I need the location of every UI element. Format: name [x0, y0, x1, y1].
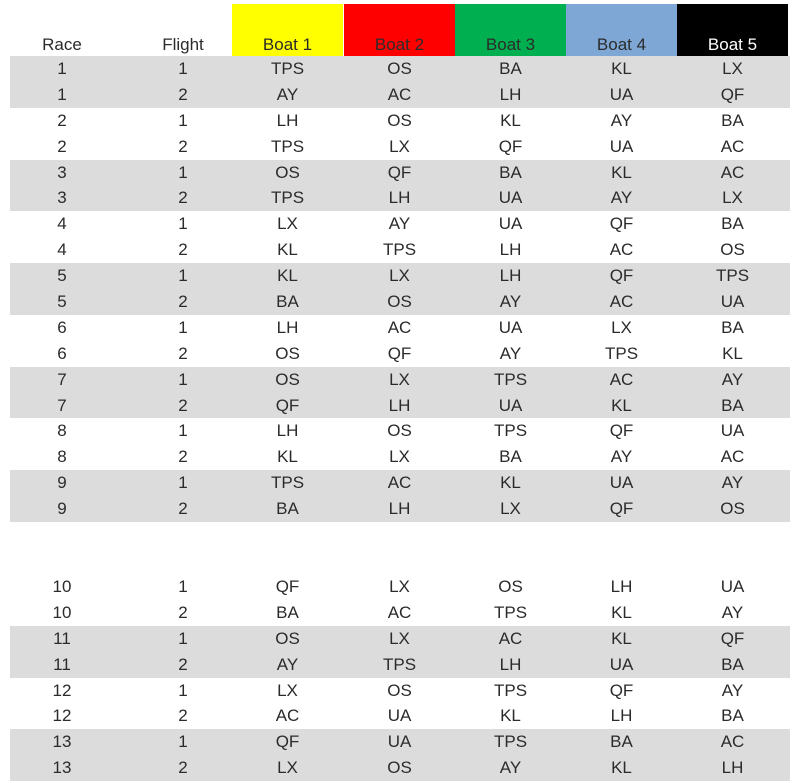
boat-3-team-cell: BA	[499, 447, 522, 467]
boat-2-team-cell: AY	[388, 214, 411, 234]
boat-4-team-cell: KL	[611, 758, 632, 778]
boat-1-team-cell: LH	[276, 317, 299, 337]
race-number-cell: 12	[52, 680, 72, 700]
boat-2-team-cell: UA	[387, 732, 412, 752]
table-row	[10, 418, 790, 444]
boat-1-team-cell: KL	[277, 240, 298, 260]
flight-number-cell: 2	[178, 654, 188, 674]
table-row	[10, 600, 790, 626]
boat-3-team-cell: LH	[499, 266, 522, 286]
boat-5-team-cell: AC	[720, 162, 745, 182]
header-race: Race	[42, 35, 82, 54]
boat-3-team-cell: BA	[499, 58, 522, 78]
boat-5-team-cell: BA	[721, 654, 744, 674]
table-row	[10, 444, 790, 470]
boat-2-team-cell: QF	[387, 343, 412, 363]
boat-3-team-cell: LH	[499, 240, 522, 260]
table-row	[10, 134, 790, 160]
boat-5-team-cell: UA	[720, 291, 745, 311]
boat-2-team-cell: LH	[388, 395, 411, 415]
boat-4-team-cell: LH	[610, 576, 633, 596]
table-row	[10, 574, 790, 600]
race-number-cell: 8	[57, 421, 67, 441]
boat-2-team-cell: QF	[387, 162, 412, 182]
race-number-cell: 1	[57, 58, 67, 78]
flight-number-cell: 1	[178, 214, 188, 234]
boat-5-team-cell: BA	[721, 110, 744, 130]
boat-5-team-cell: LH	[721, 758, 744, 778]
boat-3-team-cell: LH	[499, 84, 522, 104]
boat-3-team-cell: UA	[498, 395, 523, 415]
flight-number-cell: 2	[178, 291, 188, 311]
boat-5-team-cell: TPS	[715, 266, 750, 286]
table-body	[10, 56, 790, 781]
boat-1-team-cell: LX	[277, 214, 298, 234]
boat-3-team-cell: KL	[500, 110, 521, 130]
flight-number-cell: 1	[178, 421, 188, 441]
boat-2-team-cell: LX	[389, 369, 410, 389]
boat-1-team-cell: OS	[275, 343, 300, 363]
boat-4-team-cell: KL	[611, 58, 632, 78]
boat-4-team-cell: QF	[609, 214, 634, 234]
boat-1-team-cell: LH	[276, 110, 299, 130]
race-number-cell: 2	[57, 110, 67, 130]
boat-1-team-cell: TPS	[270, 58, 305, 78]
boat-5-team-cell: AY	[721, 473, 744, 493]
boat-4-team-cell: QF	[609, 421, 634, 441]
table-row	[10, 393, 790, 419]
flight-number-cell: 1	[178, 369, 188, 389]
boat-3-team-cell: TPS	[493, 421, 528, 441]
boat-1-team-cell: OS	[275, 628, 300, 648]
boat-5-team-cell: AY	[721, 680, 744, 700]
boat-4-team-cell: KL	[611, 602, 632, 622]
header-boat-4: Boat 4	[566, 4, 677, 56]
boat-1-team-cell: LH	[276, 421, 299, 441]
boat-3-team-cell: TPS	[493, 602, 528, 622]
table-row	[10, 315, 790, 341]
table-row	[10, 185, 790, 211]
boat-4-team-cell: KL	[611, 395, 632, 415]
boat-1-team-cell: TPS	[270, 136, 305, 156]
boat-3-team-cell: LX	[500, 499, 521, 519]
flight-number-cell: 2	[178, 706, 188, 726]
boat-2-team-cell: OS	[387, 58, 412, 78]
boat-2-team-cell: OS	[387, 680, 412, 700]
boat-2-team-cell: AC	[387, 317, 412, 337]
table-row	[10, 678, 790, 704]
boat-1-team-cell: LX	[277, 680, 298, 700]
table-row	[10, 729, 790, 755]
boat-1-team-cell: AY	[276, 654, 299, 674]
boat-4-team-cell: AY	[610, 110, 633, 130]
boat-2-team-cell: UA	[387, 706, 412, 726]
boat-2-team-cell: AC	[387, 602, 412, 622]
boat-5-team-cell: AY	[721, 369, 744, 389]
boat-5-team-cell: QF	[720, 84, 745, 104]
boat-2-team-cell: AC	[387, 84, 412, 104]
boat-5-team-cell: AC	[720, 447, 745, 467]
boat-3-team-cell: QF	[498, 136, 523, 156]
race-number-cell: 6	[57, 343, 67, 363]
boat-2-team-cell: AC	[387, 473, 412, 493]
boat-2-team-cell: LH	[388, 188, 411, 208]
race-number-cell: 1	[57, 84, 67, 104]
boat-2-team-cell: LX	[389, 576, 410, 596]
boat-4-team-cell: AC	[609, 369, 634, 389]
flight-number-cell: 1	[178, 473, 188, 493]
race-number-cell: 12	[52, 706, 72, 726]
boat-5-team-cell: UA	[720, 576, 745, 596]
boat-2-team-cell: TPS	[382, 654, 417, 674]
table-row	[10, 211, 790, 237]
boat-3-team-cell: BA	[499, 162, 522, 182]
table-row	[10, 82, 790, 108]
boat-4-team-cell: AY	[610, 447, 633, 467]
boat-1-team-cell: QF	[275, 732, 300, 752]
boat-4-team-cell: KL	[611, 162, 632, 182]
boat-5-team-cell: AC	[720, 732, 745, 752]
header-boat-2: Boat 2	[344, 4, 455, 56]
race-number-cell: 8	[57, 447, 67, 467]
flight-number-cell: 2	[178, 395, 188, 415]
boat-4-team-cell: UA	[609, 654, 634, 674]
boat-5-team-cell: UA	[720, 421, 745, 441]
table-row	[10, 263, 790, 289]
boat-4-team-cell: TPS	[604, 343, 639, 363]
table-row	[10, 755, 790, 781]
flight-number-cell: 2	[178, 602, 188, 622]
race-number-cell: 11	[53, 628, 71, 648]
race-number-cell: 13	[52, 732, 72, 752]
boat-3-team-cell: TPS	[493, 369, 528, 389]
boat-1-team-cell: BA	[276, 602, 299, 622]
boat-3-team-cell: TPS	[493, 732, 528, 752]
flight-number-cell: 2	[178, 240, 188, 260]
boat-2-team-cell: LH	[388, 499, 411, 519]
flight-number-cell: 2	[178, 758, 188, 778]
flight-number-cell: 1	[178, 266, 188, 286]
race-number-cell: 4	[57, 214, 67, 234]
flight-number-cell: 2	[178, 188, 188, 208]
boat-2-team-cell: LX	[389, 136, 410, 156]
boat-1-team-cell: KL	[277, 266, 298, 286]
table-row	[10, 470, 790, 496]
boat-1-team-cell: TPS	[270, 188, 305, 208]
boat-5-team-cell: OS	[720, 240, 745, 260]
table-row	[10, 56, 790, 82]
flight-number-cell: 1	[178, 576, 188, 596]
boat-1-team-cell: OS	[275, 369, 300, 389]
table-row	[10, 652, 790, 678]
boat-4-team-cell: UA	[609, 136, 634, 156]
boat-5-team-cell: LX	[722, 188, 743, 208]
race-number-cell: 11	[53, 654, 71, 674]
boat-1-team-cell: QF	[275, 395, 300, 415]
boat-1-team-cell: LX	[277, 758, 298, 778]
race-number-cell: 10	[52, 576, 72, 596]
race-number-cell: 5	[57, 291, 67, 311]
boat-4-team-cell: QF	[609, 680, 634, 700]
table-row	[10, 160, 790, 186]
flight-number-cell: 1	[178, 162, 188, 182]
table-row	[10, 108, 790, 134]
boat-2-team-cell: OS	[387, 291, 412, 311]
boat-1-team-cell: QF	[275, 576, 300, 596]
race-number-cell: 9	[57, 499, 67, 519]
boat-1-team-cell: KL	[277, 447, 298, 467]
flight-number-cell: 1	[178, 317, 188, 337]
boat-2-team-cell: LX	[389, 447, 410, 467]
boat-4-team-cell: QF	[609, 499, 634, 519]
race-number-cell: 6	[57, 317, 67, 337]
boat-5-team-cell: LX	[722, 58, 743, 78]
boat-3-team-cell: KL	[500, 473, 521, 493]
flight-number-cell: 2	[178, 499, 188, 519]
table-row	[10, 237, 790, 263]
boat-1-team-cell: BA	[276, 499, 299, 519]
boat-4-team-cell: AC	[609, 240, 634, 260]
boat-4-team-cell: AC	[609, 291, 634, 311]
boat-3-team-cell: AC	[498, 628, 523, 648]
flight-number-cell: 1	[178, 110, 188, 130]
race-number-cell: 5	[57, 266, 67, 286]
boat-3-team-cell: UA	[498, 188, 523, 208]
boat-1-team-cell: OS	[275, 162, 300, 182]
boat-5-team-cell: OS	[720, 499, 745, 519]
flight-number-cell: 1	[178, 628, 188, 648]
race-number-cell: 2	[57, 136, 67, 156]
boat-5-team-cell: AY	[721, 602, 744, 622]
boat-4-team-cell: UA	[609, 84, 634, 104]
boat-4-team-cell: BA	[610, 732, 633, 752]
boat-4-team-cell: KL	[611, 628, 632, 648]
flight-number-cell: 1	[178, 680, 188, 700]
race-number-cell: 4	[57, 240, 67, 260]
boat-5-team-cell: BA	[721, 395, 744, 415]
boat-5-team-cell: KL	[722, 343, 743, 363]
race-number-cell: 7	[57, 395, 67, 415]
flight-number-cell: 2	[178, 447, 188, 467]
header-boat-5: Boat 5	[677, 4, 788, 56]
boat-1-team-cell: BA	[276, 291, 299, 311]
boat-2-team-cell: TPS	[382, 240, 417, 260]
boat-2-team-cell: LX	[389, 628, 410, 648]
header-boat-1: Boat 1	[232, 4, 343, 56]
race-number-cell: 3	[57, 188, 67, 208]
race-number-cell: 9	[57, 473, 67, 493]
table-row	[10, 626, 790, 652]
row-spacer	[10, 522, 790, 574]
table-row	[10, 703, 790, 729]
boat-3-team-cell: OS	[498, 576, 523, 596]
boat-5-team-cell: QF	[720, 628, 745, 648]
race-number-cell: 3	[57, 162, 67, 182]
race-schedule-table	[10, 4, 790, 781]
boat-3-team-cell: AY	[499, 291, 522, 311]
boat-3-team-cell: AY	[499, 343, 522, 363]
boat-3-team-cell: TPS	[493, 680, 528, 700]
header-boat-3: Boat 3	[455, 4, 566, 56]
boat-4-team-cell: UA	[609, 473, 634, 493]
flight-number-cell: 2	[178, 84, 188, 104]
boat-1-team-cell: AC	[275, 706, 300, 726]
flight-number-cell: 2	[178, 343, 188, 363]
boat-3-team-cell: UA	[498, 214, 523, 234]
table-row	[10, 367, 790, 393]
boat-5-team-cell: BA	[721, 214, 744, 234]
boat-1-team-cell: AY	[276, 84, 299, 104]
boat-4-team-cell: LH	[610, 706, 633, 726]
flight-number-cell: 2	[178, 136, 188, 156]
flight-number-cell: 1	[178, 58, 188, 78]
race-number-cell: 7	[57, 369, 67, 389]
table-row	[10, 289, 790, 315]
boat-5-team-cell: AC	[720, 136, 745, 156]
boat-4-team-cell: QF	[609, 266, 634, 286]
table-row	[10, 341, 790, 367]
boat-4-team-cell: LX	[611, 317, 632, 337]
boat-5-team-cell: BA	[721, 317, 744, 337]
boat-3-team-cell: AY	[499, 758, 522, 778]
boat-5-team-cell: BA	[721, 706, 744, 726]
boat-2-team-cell: OS	[387, 758, 412, 778]
boat-1-team-cell: TPS	[270, 473, 305, 493]
boat-3-team-cell: KL	[500, 706, 521, 726]
boat-2-team-cell: OS	[387, 110, 412, 130]
boat-3-team-cell: UA	[498, 317, 523, 337]
table-row	[10, 496, 790, 522]
boat-2-team-cell: OS	[387, 421, 412, 441]
boat-2-team-cell: LX	[389, 266, 410, 286]
flight-number-cell: 1	[178, 732, 188, 752]
race-number-cell: 10	[52, 602, 72, 622]
boat-3-team-cell: LH	[499, 654, 522, 674]
header-flight: Flight	[162, 35, 204, 54]
table-header-row	[10, 4, 790, 56]
boat-4-team-cell: AY	[610, 188, 633, 208]
race-number-cell: 13	[52, 758, 72, 778]
